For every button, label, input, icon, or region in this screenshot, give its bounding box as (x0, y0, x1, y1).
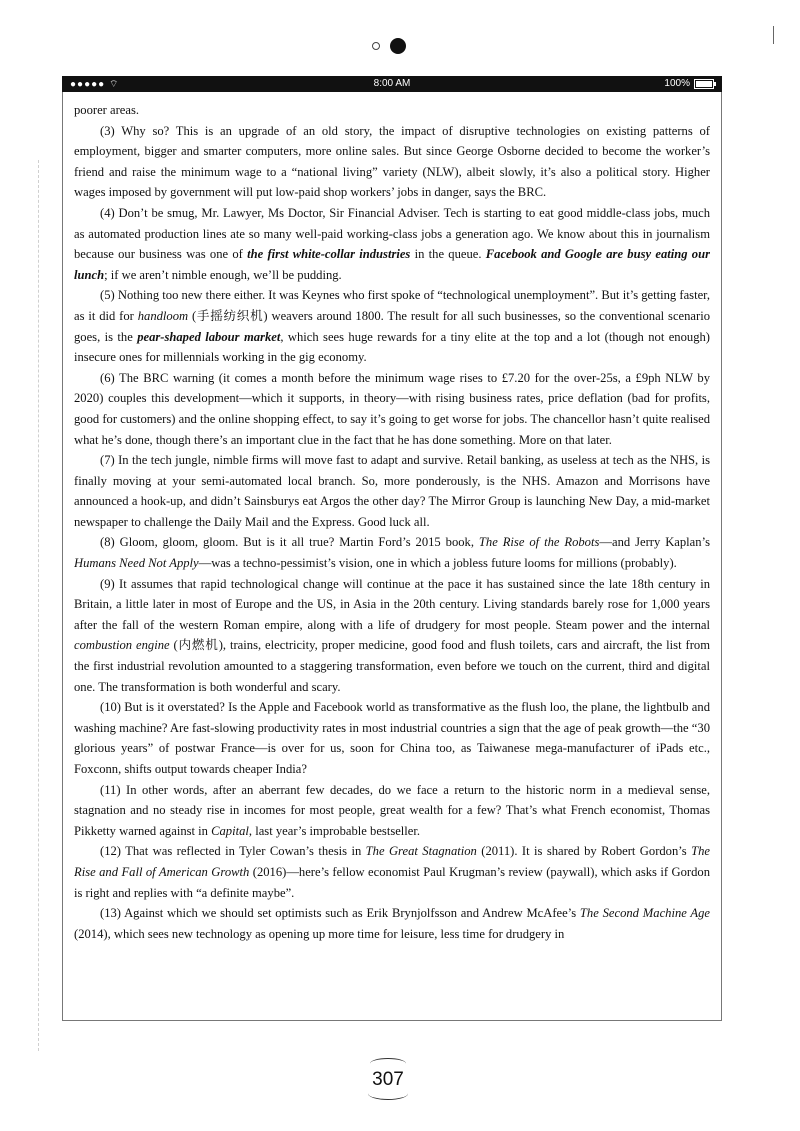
book-title: The Second Machine Age (579, 906, 710, 921)
page-number: 307 (372, 1069, 404, 1090)
article-body (74, 100, 710, 1020)
paragraph: (5) Nothing too new there either. It was Keynes who first spoke of “technological unemployment”. But it’s getting faster, as it did for handloom (手摇纺织机) weavers around 1800. The result for all such businesses, so the conventional scenario goes, is the pear-shaped labour market, which sees huge rewards for a tiny elite at the top and a lot (though not enough) insecure ones for millennials working in the gig economy. (74, 288, 710, 365)
binding-guide-line (38, 160, 39, 1051)
paragraph: (3) Why so? This is an upgrade of an old story, the impact of disruptive technologies on existing patterns of employment, bigger and smarter computers, more online sales. But since George Osborne decided to become the worker’s friend and raise the minimum wage to a “national living” variety (NLW), albeit slowly, it’s also a political story. Higher wages imposed by government will put low-paid shop workers’ jobs in danger, says the BRC. (74, 123, 710, 200)
book-title: The Great Stagnation (365, 844, 477, 859)
filled-circle-mark (390, 38, 406, 54)
paragraph: (11) In other words, after an aberrant few decades, do we face a return to the historic norm in a medieval sense, stagnation and no steady rise in incomes for most people, great wealth for a few? That’s what French economist, Thomas Pikketty warned against in Capital, last year’s improbable bestseller. (74, 782, 710, 838)
paragraph: (13) Against which we should set optimists such as Erik Brynjolfsson and Andrew McAfee’s The Second Machine Age (2014), which sees new technology as opening up more time for leisure, less time for drudgery in (74, 906, 710, 941)
paragraph: (9) It assumes that rapid technological change will continue at the pace it has sustained since the late 18th century in Britain, a little later in most of Europe and the US, in Asia in the 20th century. Living standards barely rose for 1,000 years after the fall of the western Roman empire, along with a life of drudgery for most people. Steam power and the internal combustion engine (内燃机), trains, electricity, proper medicine, good food and flush toilets, cars and aircraft, the list from the first industrial revolution amounted to a staggering transformation, even before we touch on the current, third and digital one. The transformation is both wonderful and scary. (74, 576, 710, 694)
battery-fill (696, 81, 712, 87)
paragraph: poorer areas. (74, 103, 140, 117)
top-decoration (372, 38, 406, 54)
battery-indicator (664, 78, 714, 89)
paragraph: (6) The BRC warning (it comes a month before the minimum wage rises to £7.20 for the over-25s, a £9ph NLW by 2020) couples this development—which it supports, in theory—with rising business rates, price deflation (bad for profits, good for customers) and the online shopping effect, to say it’s going to get worse for jobs. The chancellor hasn’t quite realised what he’s done, though there’s an important clue in the fact that he has done something. More on that later. (74, 370, 710, 447)
small-circle-mark (372, 42, 380, 50)
emphasis: the first white-collar industries (247, 247, 411, 262)
emphasis: Facebook and Google are busy eating our lunch (74, 247, 710, 282)
italic-term: combustion engine (74, 638, 170, 653)
battery-percent: 100% (664, 78, 690, 89)
paragraph: (4) Don’t be smug, Mr. Lawyer, Ms Doctor, Sir Financial Adviser. Tech is starting to eat good middle-class jobs, much as automated production lines ate so many well-paid working-class jobs a generation ago. We know about this in journalism because our business was one of the first white-collar industries in the queue. Facebook and Google are busy eating our lunch; if we aren’t nimble enough, we’ll be pudding. (74, 205, 710, 282)
battery-icon (694, 79, 714, 89)
edge-mark (773, 26, 774, 44)
italic-term: handloom (137, 308, 189, 323)
page-footer (358, 1058, 418, 1100)
status-time: 8:00 AM (373, 78, 411, 89)
paragraph: (10) But is it overstated? Is the Apple and Facebook world as transformative as the flush loo, the plane, the lightbulb and washing machine? Are fast-slowing productivity rates in most industrial countries a sign that the age of peak growth—the “30 glorious years” of postwar France—is over for us, soon for China too, as Taiwanese mega-manufacturer of iPads etc., Foxconn, shifts output towards cheaper India? (74, 700, 710, 776)
paragraph: (7) In the tech jungle, nimble firms will move fast to adapt and survive. Retail banking, as useless at tech as the NHS, is finally moving at your semi-automated local branch. So, more ponderously, is the NHS. Amazon and Morrisons have announced a hook-up, and didn’t Sainsburys eat Argos the other day? The Mirror Group is launching New Day, a mid-market newspaper to challenge the Daily Mail and the Express. Good luck all. (74, 453, 710, 529)
book-title: The Rise and Fall of American Growth (74, 844, 710, 879)
book-title: The Rise of the Robots (478, 535, 600, 550)
emphasis: pear-shaped labour market (137, 329, 281, 344)
status-bar (62, 76, 722, 92)
book-title: Humans Need Not Apply (74, 556, 199, 571)
page-number-arc-top (370, 1058, 406, 1069)
paragraph: (8) Gloom, gloom, gloom. But is it all true? Martin Ford’s 2015 book, The Rise of the Robots—and Jerry Kaplan’s Humans Need Not Apply—was a techno-pessimist’s vision, one in which a jobless future looms for millions (probably). (74, 535, 710, 571)
paragraph: (12) That was reflected in Tyler Cowan’s thesis in The Great Stagnation (2011). It is shared by Robert Gordon’s The Rise and Fall of American Growth (2016)—here’s fellow economist Paul Krugman’s review (paywall), which asks if Gordon is right and replies with “a definite maybe”. (74, 844, 710, 900)
signal-indicator: ●●●●● ⌔ (70, 79, 120, 90)
book-title: Capital (211, 823, 249, 838)
